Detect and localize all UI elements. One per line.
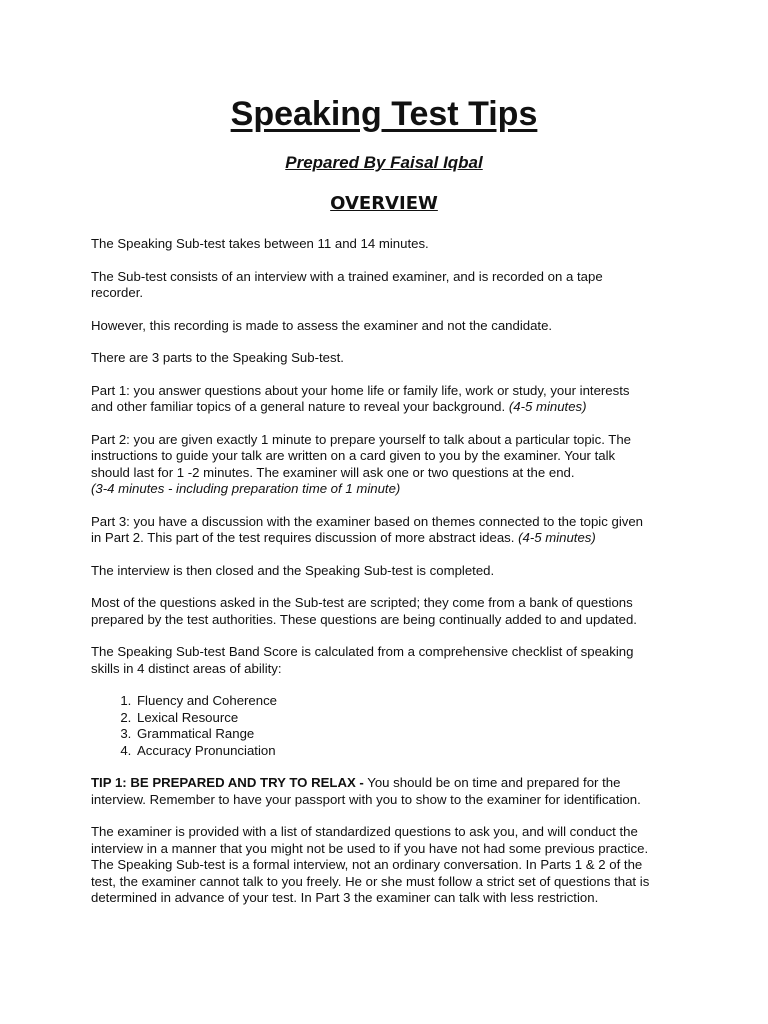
paragraph-parts — [91, 350, 691, 367]
paragraph-part1 — [91, 383, 691, 416]
paragraph-line: interview in a manner that you might not be used to if you have not had some previous practice. — [91, 840, 649, 856]
paragraph-duration — [91, 236, 691, 253]
paragraph-line: and other familiar topics of a general nature to reveal your background. — [91, 399, 506, 414]
paragraph-line: The examiner is provided with a list of standardized questions to ask you, and will conduct the — [91, 824, 638, 839]
paragraph-part3 — [91, 514, 691, 547]
author-line: Prepared By Faisal Iqbal — [285, 153, 483, 172]
list-item: 2. Lexical Resource — [135, 710, 691, 727]
list-item: 4. Accuracy Pronunciation — [135, 743, 691, 760]
paragraph-line: recorder. — [91, 285, 144, 300]
paragraph-line: Most of the questions asked in the Sub-test are scripted; they come from a bank of questions — [91, 595, 633, 610]
section-heading-overview: OVERVIEW — [330, 193, 438, 214]
paragraph-line: You should be on time and prepared for the — [363, 775, 621, 790]
paragraph-text: The interview is then closed and the Speaking Sub-test is completed. — [91, 562, 495, 578]
paragraph-line: prepared by the test authorities. These questions are being continually added to and updated. — [91, 611, 637, 627]
paragraph-line: The Speaking Sub-test Band Score is calculated from a comprehensive checklist of speaking — [91, 644, 634, 659]
paragraph-text: The Speaking Sub-test takes between 11 and 14 minutes. — [91, 236, 429, 251]
paragraph-recording — [91, 269, 691, 302]
paragraph-line: The Speaking Sub-test is a formal interview, not an ordinary conversation. In Parts 1 & 2 of the — [91, 857, 643, 872]
criteria-list — [91, 693, 691, 759]
paragraph-line: in Part 2. This part of the test requires discussion of more abstract ideas. — [91, 530, 515, 545]
paragraph-line: Part 3: you have a discussion with the examiner based on themes connected to the topic given — [91, 513, 644, 529]
paragraph-line: should last for 1 -2 minutes. The examiner will ask one or two questions at the end. — [91, 464, 575, 480]
paragraph-assessment — [91, 318, 691, 335]
paragraph-line: Part 2: you are given exactly 1 minute to prepare yourself to talk about a particular topic. The — [91, 431, 632, 447]
paragraph-line: interview. Remember to have your passport with you to show to the examiner for identification. — [91, 791, 641, 807]
document-title: Speaking Test Tips — [230, 95, 538, 133]
paragraph-examiner — [91, 824, 691, 907]
paragraph-band-score — [91, 644, 691, 677]
paragraph-line: test, the examiner cannot talk to you freely. He or she must follow a strict set of questions that is — [91, 873, 650, 889]
paragraph-closed — [91, 563, 691, 580]
paragraph-line: instructions to guide your talk are written on a card given to you by the examiner. Your talk — [91, 448, 616, 463]
part1-time: (4-5 minutes) — [508, 399, 587, 414]
paragraph-line: The Sub-test consists of an interview with a trained examiner, and is recorded on a tape — [91, 268, 603, 284]
list-item: 1. Fluency and Coherence — [135, 693, 691, 710]
paragraph-text: However, this recording is made to assess the examiner and not the candidate. — [91, 317, 553, 333]
paragraph-text: There are 3 parts to the Speaking Sub-test. — [91, 350, 344, 365]
document-body — [91, 236, 691, 923]
list-item: 3. Grammatical Range — [135, 726, 691, 743]
part2-time: (3-4 minutes - including preparation time of 1 minute) — [91, 481, 401, 496]
tip1-heading: TIP 1: BE PREPARED AND TRY TO RELAX - — [91, 775, 364, 790]
paragraph-line: Part 1: you answer questions about your home life or family life, work or study, your interests — [91, 382, 630, 398]
paragraph-tip1 — [91, 775, 691, 808]
paragraph-scripted — [91, 595, 691, 628]
paragraph-part2 — [91, 432, 691, 498]
paragraph-line: skills in 4 distinct areas of ability: — [91, 660, 282, 676]
part3-time: (4-5 minutes) — [518, 530, 596, 545]
paragraph-line: determined in advance of your test. In Part 3 the examiner can talk with less restriction. — [91, 890, 599, 905]
